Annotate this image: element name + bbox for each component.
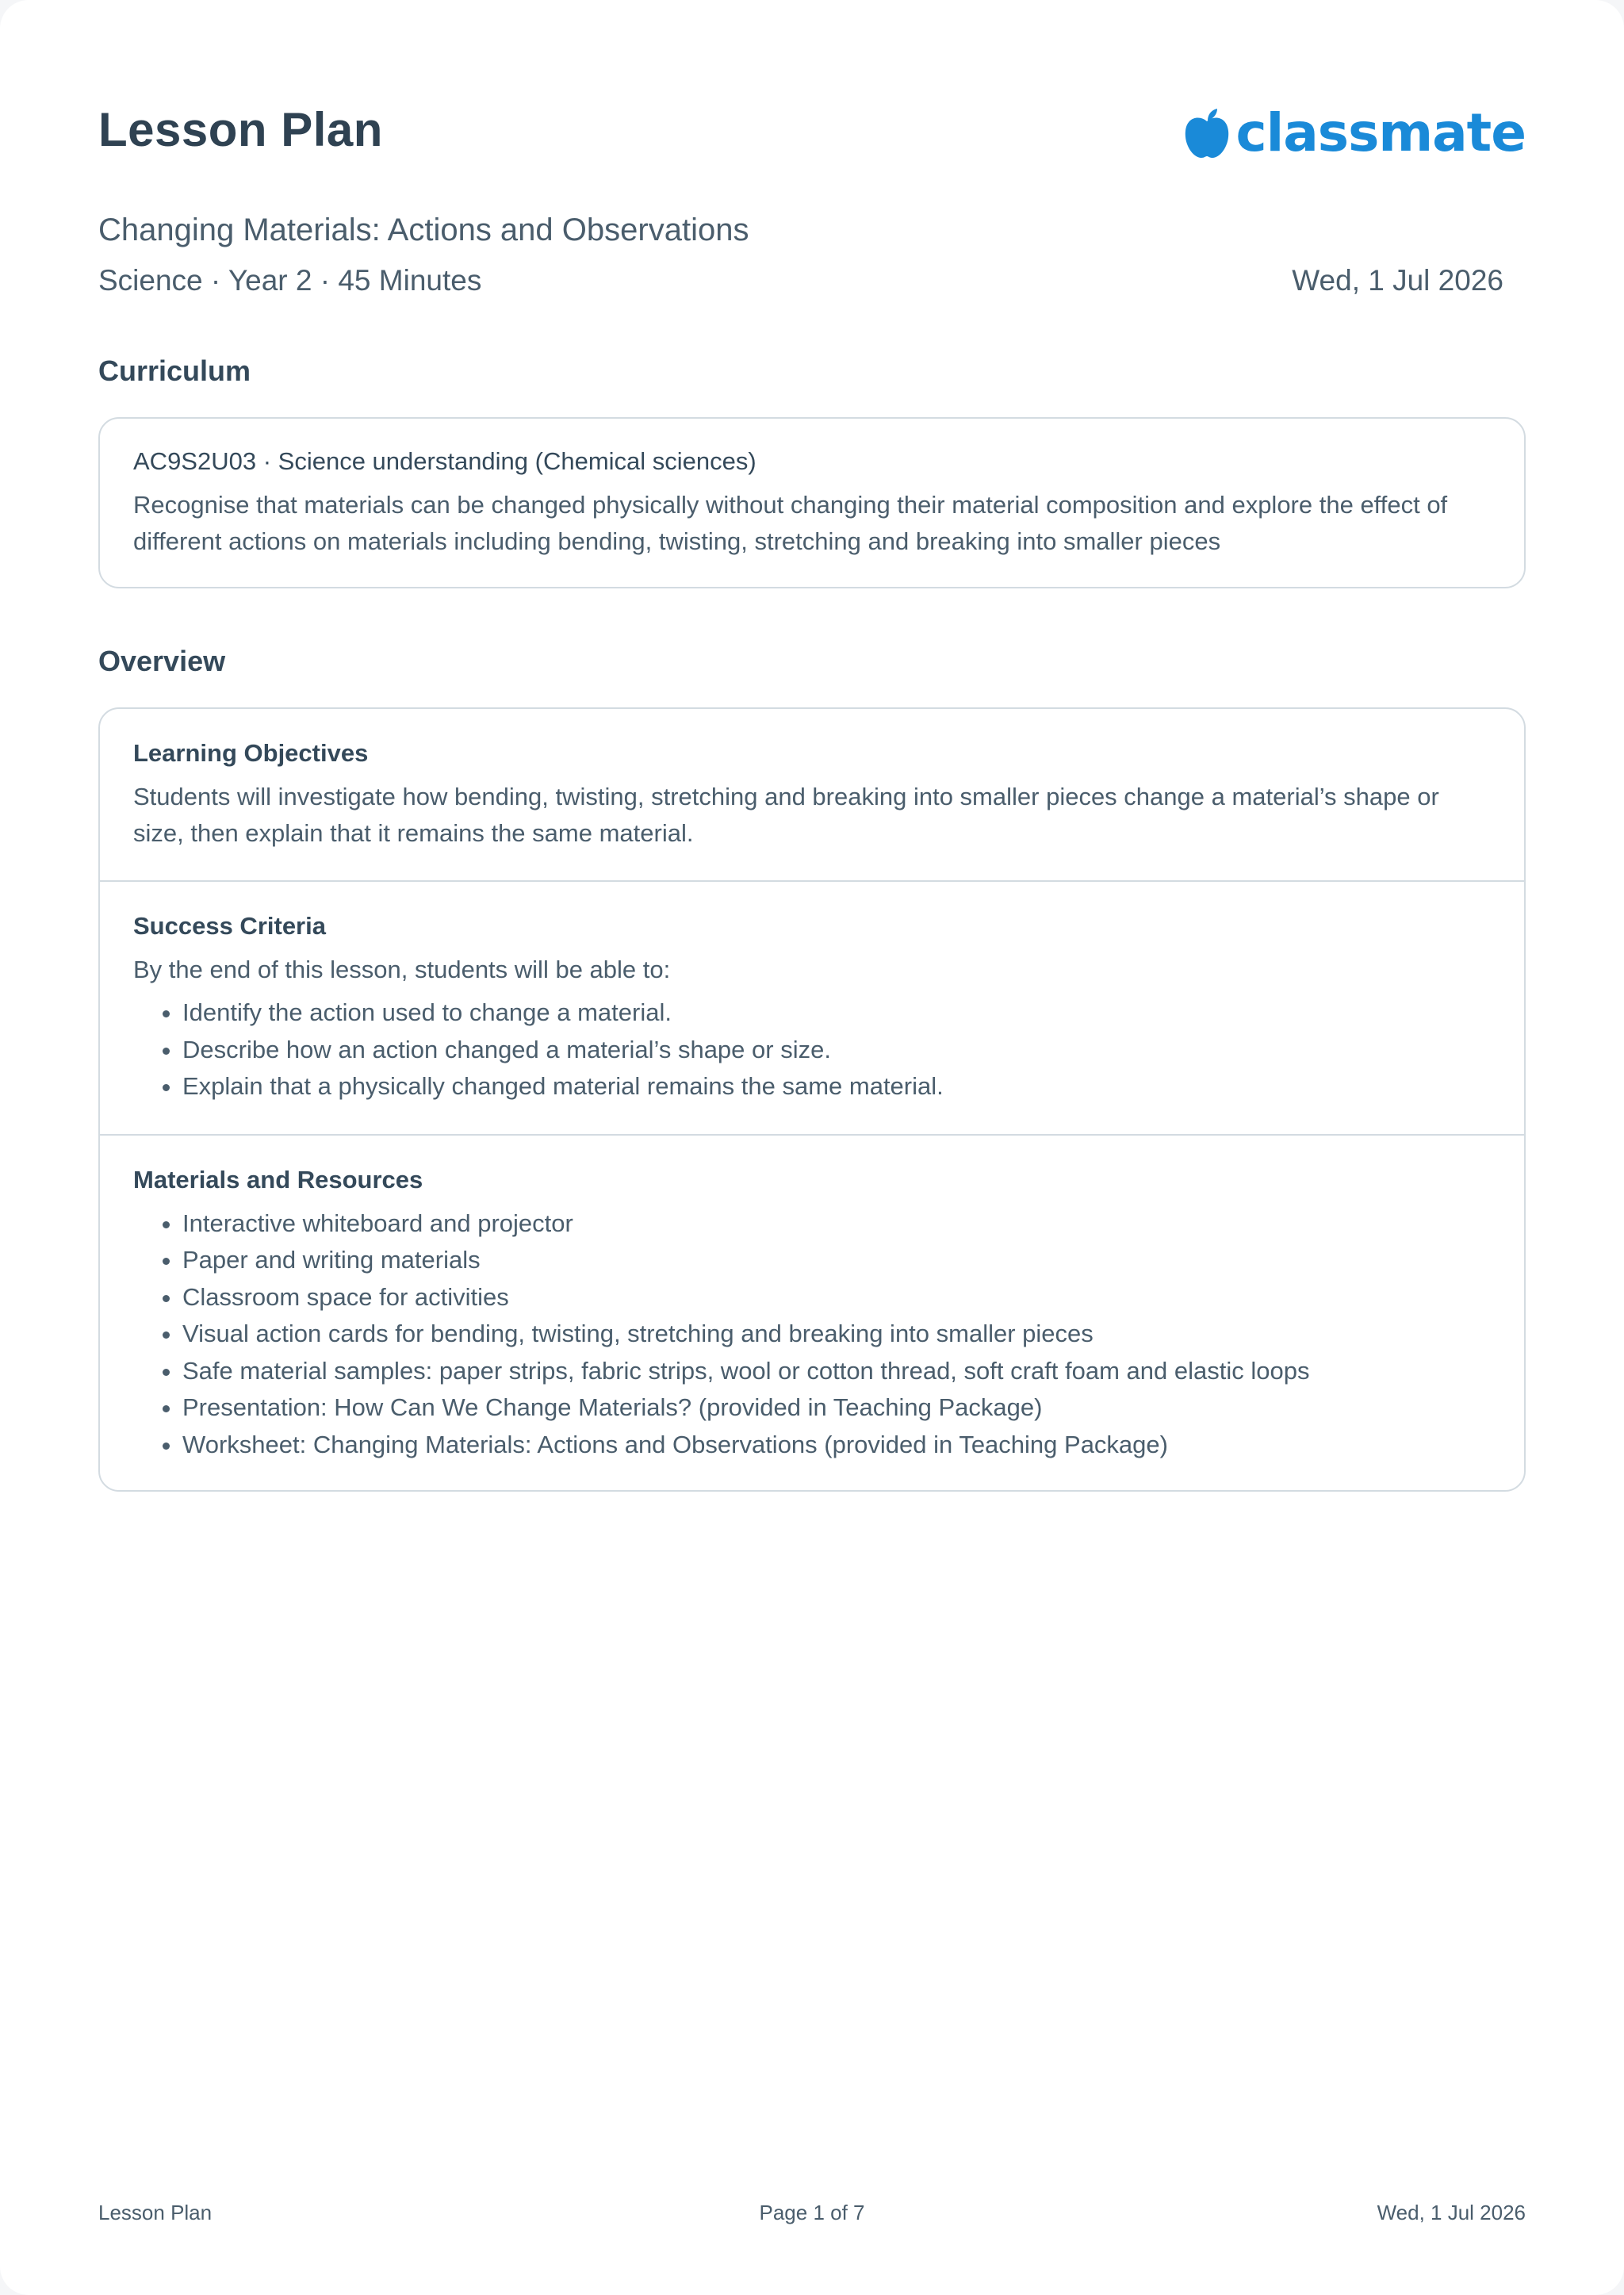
materials-section — [100, 1134, 1524, 1491]
learning-objectives-section — [100, 709, 1524, 880]
footer-date: Wed, 1 Jul 2026 — [1377, 2201, 1526, 2224]
page-title: Lesson Plan — [98, 103, 383, 156]
page-footer — [98, 2197, 1526, 2228]
list-item: • Identify the action used to change a material. — [182, 994, 1491, 1032]
logo-wordmark: classmate — [1235, 102, 1526, 163]
success-criteria-list — [133, 994, 1491, 1105]
curriculum-heading: Curriculum — [98, 354, 251, 387]
curriculum-code: AC9S2U03 — [133, 447, 257, 475]
materials-list — [133, 1205, 1491, 1464]
curriculum-code-line — [133, 444, 1491, 479]
list-item: • Explain that a physically changed material remains the same material. — [182, 1068, 1491, 1105]
list-item: • Worksheet: Changing Materials: Actions and Observations (provided in Teaching Package) — [182, 1427, 1491, 1464]
curriculum-description: Recognise that materials can be changed physically without changing their material composition and explore the effect of different actions on materials including bending, twisting, stretching and breaking into smaller pieces — [133, 491, 1448, 555]
apple-icon — [1184, 107, 1230, 159]
learning-objectives-text: Students will investigate how bending, twisting, stretching and breaking into smaller pieces change a material’s shape or size, then explain that it remains the same material. — [133, 783, 1439, 847]
overview-heading: Overview — [98, 645, 226, 677]
overview-card — [98, 707, 1526, 1492]
success-criteria-section — [100, 880, 1524, 1134]
footer-title: Lesson Plan — [98, 2201, 213, 2224]
list-item: • Paper and writing materials — [182, 1242, 1491, 1279]
curriculum-card — [98, 417, 1526, 588]
lesson-date: Wed, 1 Jul 2026 — [1292, 264, 1503, 297]
curriculum-section — [100, 419, 1524, 587]
success-criteria-intro: By the end of this lesson, students will be able to: — [133, 956, 671, 983]
list-item: • Interactive whiteboard and projector — [182, 1205, 1491, 1243]
list-item: • Safe material samples: paper strips, fabric strips, wool or cotton thread, soft craft foam and elastic loops — [182, 1353, 1491, 1390]
lesson-meta-row — [98, 260, 1503, 301]
page-number: Page 1 of 7 — [759, 2201, 865, 2224]
learning-objectives-label: Learning Objectives — [133, 739, 369, 767]
lesson-meta: Science · Year 2 · 45 Minutes — [98, 264, 482, 297]
materials-label: Materials and Resources — [133, 1165, 423, 1193]
page-header — [98, 102, 1526, 165]
success-criteria-label: Success Criteria — [133, 912, 326, 940]
list-item: • Describe how an action changed a material’s shape or size. — [182, 1032, 1491, 1069]
list-item: • Visual action cards for bending, twisting, stretching and breaking into smaller pieces — [182, 1316, 1491, 1353]
brand-logo — [1184, 102, 1526, 165]
list-item: • Classroom space for activities — [182, 1279, 1491, 1316]
list-item: • Presentation: How Can We Change Materials? (provided in Teaching Package) — [182, 1389, 1491, 1427]
lesson-title: Changing Materials: Actions and Observations — [98, 213, 749, 247]
curriculum-strand: · Science understanding (Chemical sciences) — [262, 447, 756, 475]
